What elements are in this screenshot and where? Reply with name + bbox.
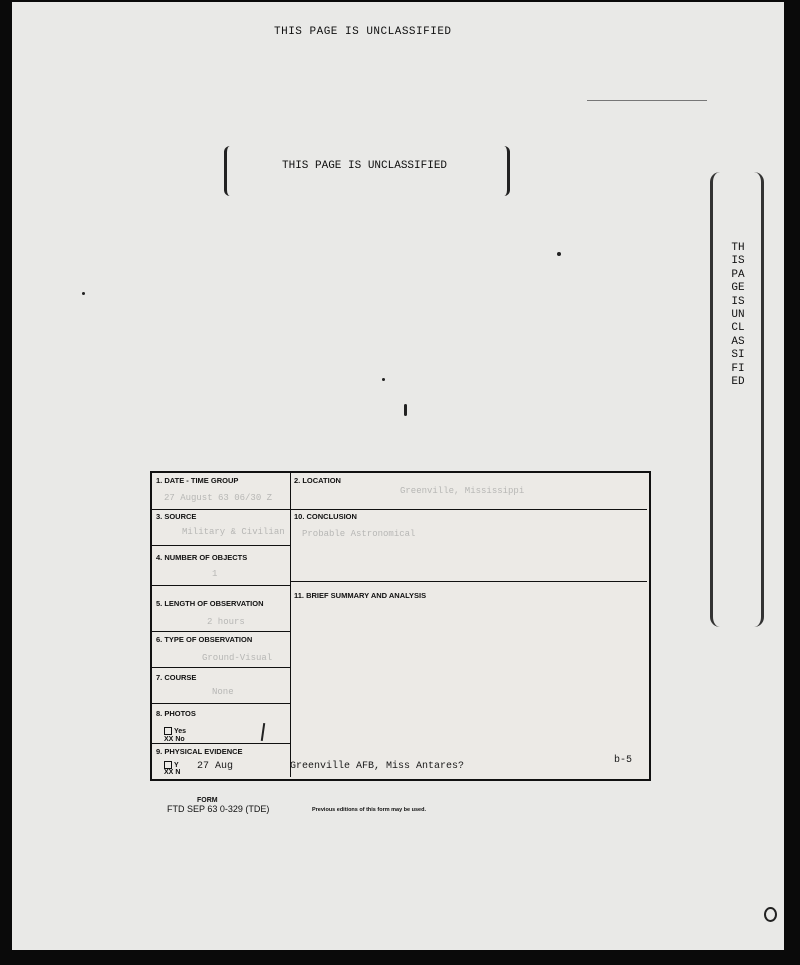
scan-mark (587, 100, 707, 101)
date-time-label: 1. DATE - TIME GROUP (156, 476, 239, 485)
type-of-observation-label: 6. TYPE OF OBSERVATION (156, 635, 253, 644)
physical-evidence-no-label: N (175, 769, 181, 776)
scan-speck (557, 252, 561, 256)
photos-yes-label: Yes (174, 727, 187, 735)
form-footer-label: FORM (197, 797, 218, 804)
length-of-observation-value: 2 hours (207, 617, 245, 627)
source-value: Military & Civilian (182, 527, 285, 537)
conclusion-cell (290, 509, 647, 582)
classification-stamp-text: THIS PAGE IS UNCLASSIFIED (282, 160, 448, 172)
physical-evidence-label: 9. PHYSICAL EVIDENCE (156, 747, 243, 756)
physical-evidence-cell (152, 743, 291, 777)
location-cell (290, 473, 647, 510)
photos-cell (152, 703, 291, 744)
photos-yes-checkbox (164, 727, 172, 735)
date-time-value: 27 August 63 06/30 Z (164, 493, 273, 503)
summary-footer-page: b-5 (614, 755, 633, 766)
side-stamp-frame (710, 172, 764, 627)
physical-evidence-no-mark: XX (164, 769, 174, 776)
summary-footer-text: Greenville AFB, Miss Antares? (290, 761, 465, 772)
number-of-objects-label: 4. NUMBER OF OBJECTS (156, 553, 248, 562)
report-form (150, 471, 651, 781)
form-footer-id: FTD SEP 63 0-329 (TDE) (167, 804, 270, 814)
photos-no-option (164, 736, 185, 743)
photos-yes-option (164, 727, 186, 735)
summary-cell (290, 581, 647, 777)
scan-speck (404, 404, 407, 416)
side-stamp-text: THIS PAGE IS UNCLASSIFIED (731, 242, 752, 389)
conclusion-label: 10. CONCLUSION (294, 512, 357, 521)
type-of-observation-cell (152, 631, 291, 668)
classification-banner: THIS PAGE IS UNCLASSIFIED (274, 26, 452, 38)
physical-evidence-no-option (164, 769, 180, 776)
scan-speck (382, 378, 385, 381)
source-label: 3. SOURCE (156, 512, 197, 521)
course-label: 7. COURSE (156, 673, 197, 682)
number-of-objects-cell (152, 545, 291, 586)
physical-evidence-yes-option (164, 761, 179, 769)
physical-evidence-yes-label: Y (174, 761, 179, 769)
length-of-observation-cell (152, 585, 291, 632)
conclusion-value: Probable Astronomical (302, 529, 416, 539)
course-cell (152, 667, 291, 704)
form-footer-note: Previous editions of this form may be used. (312, 807, 426, 813)
scan-speck (764, 907, 777, 922)
scan-speck (82, 292, 85, 295)
date-time-cell (152, 473, 291, 510)
location-label: 2. LOCATION (294, 476, 341, 485)
photos-no-mark: XX (164, 736, 174, 743)
pen-mark (261, 723, 265, 741)
number-of-objects-value: 1 (212, 569, 218, 579)
physical-evidence-yes-checkbox (164, 761, 172, 769)
handwritten-date: 27 Aug (197, 761, 234, 772)
length-of-observation-label: 5. LENGTH OF OBSERVATION (156, 599, 264, 608)
type-of-observation-value: Ground-Visual (202, 653, 273, 663)
document-page (12, 2, 784, 950)
photos-label: 8. PHOTOS (156, 709, 196, 718)
location-value: Greenville, Mississippi (400, 486, 525, 496)
source-cell (152, 509, 291, 546)
course-value: None (212, 687, 234, 697)
photos-no-label: No (175, 736, 185, 743)
summary-label: 11. BRIEF SUMMARY AND ANALYSIS (294, 591, 427, 600)
